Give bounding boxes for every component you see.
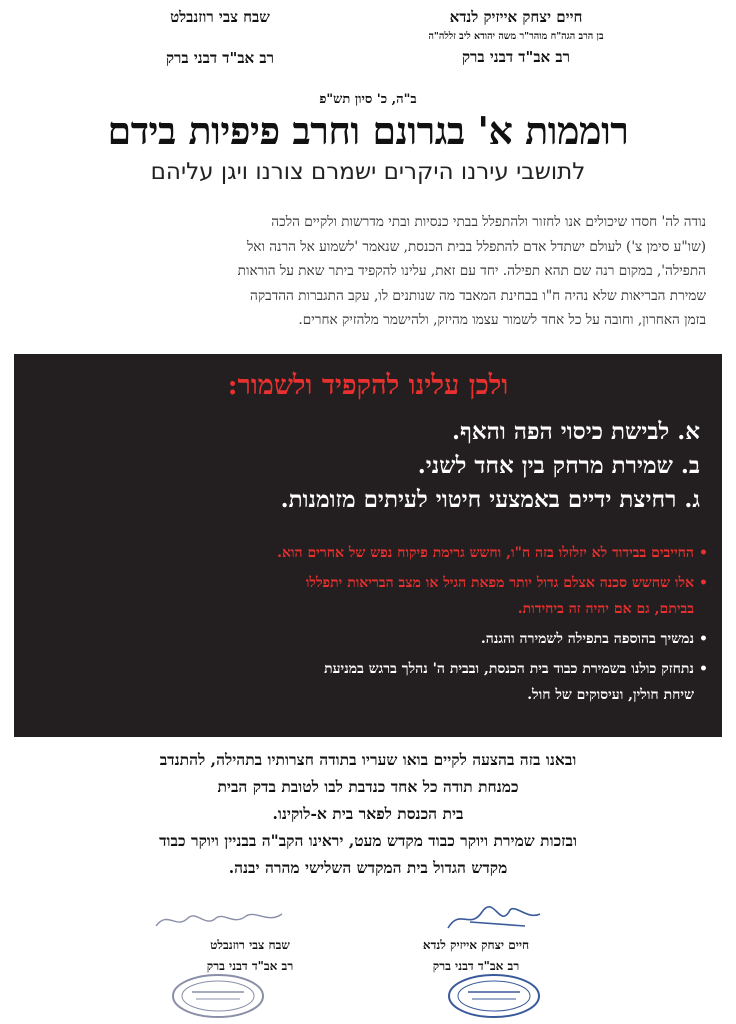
- closing-line: כמנחת תודה כל אחד כנדבת לבו לטובת בדק הבית: [217, 777, 519, 796]
- bullet-text: נמשיך בהוספה בתפילה לשמירה והגנה.: [480, 631, 694, 647]
- intro-line: בזמן האחרון, וחובה על כל אחד לשמור עצמו מהיזק, ולהישמר מלהזיק אחרים.: [298, 312, 706, 328]
- header-signer-right: [366, 8, 666, 67]
- header-signer-right-rank: רב אב"ד דבני ברק: [461, 48, 571, 66]
- bullet-text-continued: שיחת חולין, ועיסוקים של חול.: [527, 687, 694, 703]
- headline: רוממות א' בגרונם וחרב פיפיות בידם: [107, 108, 629, 153]
- bullet-dot: •: [699, 661, 708, 677]
- bullet-item: [28, 656, 708, 708]
- closing-paragraph: [24, 746, 712, 881]
- rules-list: [40, 415, 700, 517]
- header-signer-left-rank: רב אב"ד דבני ברק: [165, 49, 275, 67]
- stamp-left-icon: [170, 972, 266, 1020]
- signature-right-rank: רב אב"ד דבני ברק: [432, 959, 520, 973]
- bullet-text: נתחזק כולנו בשמירת כבוד בית הכנסת, ובבית ה' נהלך ברגש במניעת: [324, 661, 694, 677]
- signature-left-rank: רב אב"ד דבני ברק: [206, 959, 294, 973]
- header-signer-left: [120, 8, 320, 68]
- bullet-dot: •: [699, 631, 708, 647]
- signature-scribble-right: [440, 900, 550, 938]
- rule-item: ב. שמירת מרחק בין אחד לשני.: [417, 452, 700, 479]
- bullet-text: אלו שחשש סכנה אצלם גדול יותר מפאת הגיל או מצב הבריאות יתפללו: [305, 575, 694, 591]
- signature-scribble-left: [150, 904, 290, 938]
- header-signer-right-lineage: בן הרב הגה"ח מוהר"ר משה יהודא ליב זללה"ה: [428, 31, 604, 42]
- bullet-text-continued: בביתם, גם אם יהיה זה ביחידות.: [517, 601, 694, 617]
- bullet-text: החייבים בבידוד לא יזלזלו בזה ח"ו, וחשש גרימת פיקוח נפש של אחרים הוא.: [277, 545, 694, 561]
- closing-line: ובזכות שמירת ויוקר כבוד מקדש מעט, יראינו הקב"ה בבניין ויוקר כבוד: [159, 831, 577, 850]
- intro-paragraph: [30, 210, 706, 333]
- subheadline: לתושבי עירנו היקרים ישמרם צורנו ויגן עליהם: [150, 159, 586, 185]
- intro-line: נודה לה' חסדו שיכולים אנו לחזור ולהתפלל בבתי כנסיות ובתי מדרשות ולקיים הלכה: [271, 214, 706, 230]
- rule-item: א. לבישת כיסוי הפה והאף.: [451, 418, 700, 445]
- header-signer-right-name: חיים יצחק אייזיק לנדא: [449, 8, 583, 26]
- signature-left: [180, 938, 320, 974]
- closing-line: בית הכנסת לפאר בית א-לוקינו.: [272, 804, 464, 823]
- signature-left-name: שבח צבי רוזנבלט: [210, 938, 290, 952]
- bullet-item: [28, 540, 708, 566]
- signature-right-name: חיים יצחק אייזיק לנדא: [422, 938, 530, 952]
- bullet-item: [28, 570, 708, 622]
- closing-line: ובאנו בזה בהצעה לקיים בואו שעריו בתודה חצרותיו בתהילה, להתנדב: [159, 750, 577, 769]
- signature-right: [396, 938, 556, 974]
- instructions-heading: ולכן עלינו להקפיד ולשמור:: [227, 370, 509, 401]
- letter-date: ב"ה, כ' סיון תש"פ: [319, 92, 417, 107]
- bullet-dot: •: [699, 545, 708, 561]
- intro-line: התפילה', במקום רנה שם תהא תפילה. יחד עם זאת, עלינו להקפיד ביתר שאת על הוראות: [237, 263, 706, 279]
- intro-line: שמירת הבריאות שלא נהיה ח"ו בבחינת המאבד מה שנותנים לו, עקב התגברות ההדבקה: [250, 287, 706, 304]
- bullet-item: [28, 626, 708, 652]
- closing-line: מקדש הגדול בית המקדש השלישי מהרה יבנה.: [228, 858, 508, 877]
- header-signer-left-name: שבח צבי רוזנבלט: [170, 8, 270, 26]
- rule-item: ג. רחיצת ידיים באמצעי חיטוי לעיתים מזומנות.: [280, 486, 700, 513]
- stamp-right-icon: [446, 972, 542, 1020]
- intro-line: (שו"ע סימן צ') לעולם ישתדל אדם להתפלל בבית הכנסת, שנאמר 'לשמוע אל הרנה ואל: [246, 238, 706, 255]
- bullet-dot: •: [699, 575, 708, 591]
- bullet-list: [28, 540, 708, 712]
